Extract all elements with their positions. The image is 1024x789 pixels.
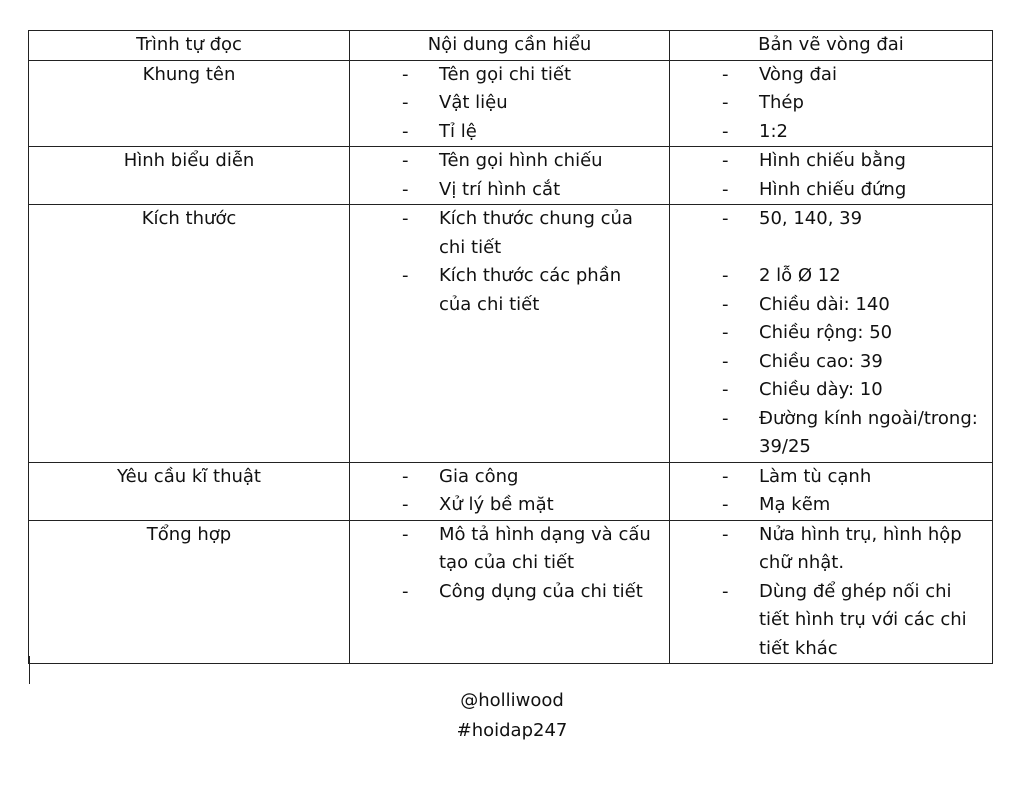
list-item: - Kích thước chung của chi tiết — [350, 205, 669, 262]
header-drawing: Bản vẽ vòng đai — [670, 31, 993, 61]
footer-handle: @holliwood — [460, 690, 564, 711]
list-item: - Chiều rộng: 50 — [670, 319, 992, 348]
content-cell — [350, 205, 670, 463]
list-item: - Thép — [670, 89, 992, 118]
list-item: - Gia công — [350, 463, 669, 492]
list-item: - 2 lỗ Ø 12 — [670, 262, 992, 291]
header-content: Nội dung cần hiểu — [350, 31, 670, 61]
list-item: - Vị trí hình cắt — [350, 176, 669, 205]
list-item: - Đường kính ngoài/trong: 39/25 — [670, 405, 992, 462]
row-label: Khung tên — [29, 60, 350, 147]
list-item: - Dùng để ghép nối chi tiết hình trụ với các chi tiết khác — [670, 578, 992, 664]
row-label: Hình biểu diễn — [29, 147, 350, 205]
drawing-cell — [670, 60, 993, 147]
list-item: - Hình chiếu đứng — [670, 176, 992, 205]
table-row — [29, 462, 993, 520]
content-cell — [350, 462, 670, 520]
list-item: - Vật liệu — [350, 89, 669, 118]
header-reading-order: Trình tự đọc — [29, 31, 350, 61]
footer-hashtag: #hoidap247 — [456, 720, 568, 741]
list-item: - Chiều dày: 10 — [670, 376, 992, 405]
row-label: Tổng hợp — [29, 520, 350, 664]
list-item: - Làm tù cạnh — [670, 463, 992, 492]
list-item: - Tên gọi hình chiếu — [350, 147, 669, 176]
list-item: - 1:2 — [670, 118, 992, 147]
list-item: - Kích thước các phần của chi tiết — [350, 262, 669, 319]
content-cell — [350, 60, 670, 147]
list-item: - Công dụng của chi tiết — [350, 578, 669, 607]
reading-table — [28, 30, 993, 664]
list-item: - Nửa hình trụ, hình hộp chữ nhật. — [670, 521, 992, 578]
content-cell — [350, 147, 670, 205]
row-label: Kích thước — [29, 205, 350, 463]
list-item: - 50, 140, 39 — [670, 205, 992, 234]
list-item: - Hình chiếu bằng — [670, 147, 992, 176]
table-row — [29, 147, 993, 205]
drawing-cell — [670, 147, 993, 205]
table-row — [29, 520, 993, 664]
table-row — [29, 205, 993, 463]
list-item: - Mô tả hình dạng và cấu tạo của chi tiết — [350, 521, 669, 578]
table-row — [29, 60, 993, 147]
list-item: - Mạ kẽm — [670, 491, 992, 520]
drawing-cell — [670, 520, 993, 664]
list-item: - Chiều cao: 39 — [670, 348, 992, 377]
page-margin-line — [29, 656, 30, 684]
list-item: - Xử lý bề mặt — [350, 491, 669, 520]
list-item: - Vòng đai — [670, 61, 992, 90]
list-item: - Tỉ lệ — [350, 118, 669, 147]
content-cell — [350, 520, 670, 664]
row-label: Yêu cầu kĩ thuật — [29, 462, 350, 520]
header-row — [29, 31, 993, 61]
drawing-cell — [670, 462, 993, 520]
drawing-cell — [670, 205, 993, 463]
list-item: - Tên gọi chi tiết — [350, 61, 669, 90]
list-item: - Chiều dài: 140 — [670, 291, 992, 320]
